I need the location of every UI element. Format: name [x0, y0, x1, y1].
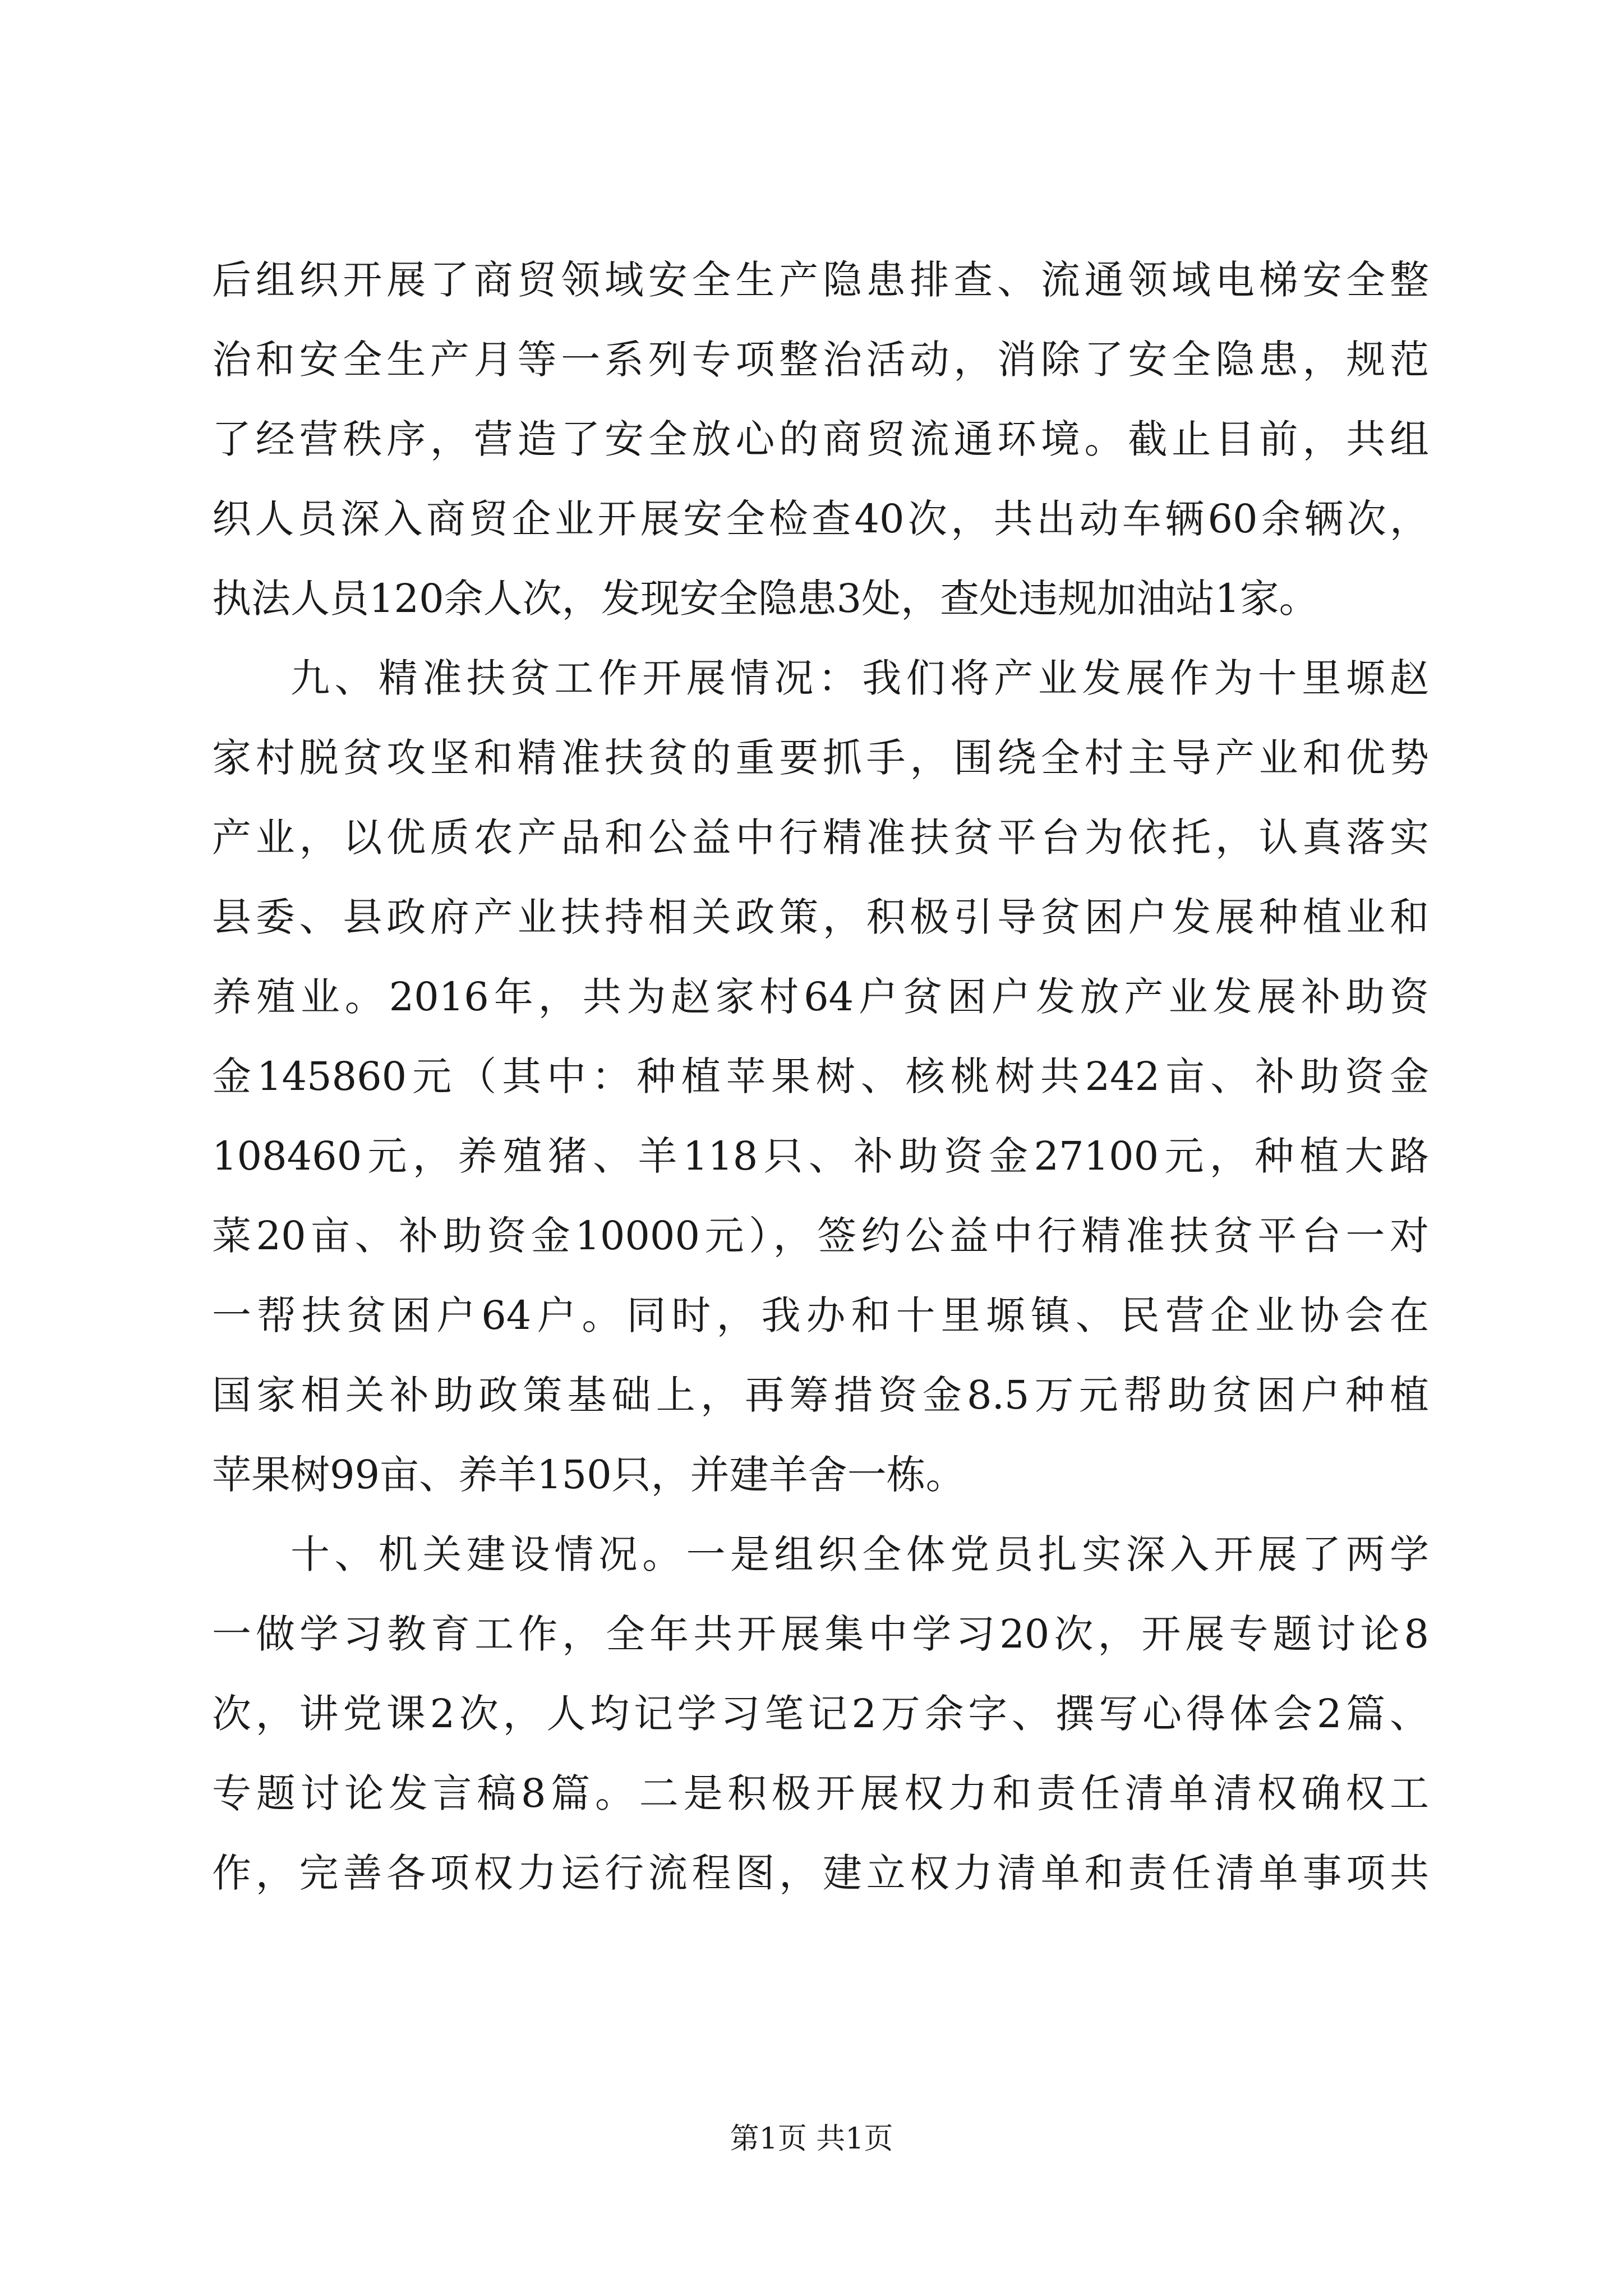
text-line: 织人员深入商贸企业开展安全检查40次，共出动车辆60余辆次， [212, 496, 1429, 542]
text-line: 108460元，养殖猪、羊118只、补助资金27100元，种植大路 [212, 1133, 1429, 1179]
text-line: 了经营秩序，营造了安全放心的商贸流通环境。截止目前，共组 [212, 416, 1429, 462]
text-line: 作，完善各项权力运行流程图，建立权力清单和责任清单事项共 [212, 1850, 1429, 1896]
text-line: 国家相关补助政策基础上，再筹措资金8.5万元帮助贫困户种植 [212, 1372, 1429, 1418]
text-line: 九、精准扶贫工作开展情况：我们将产业发展作为十里塬赵 [291, 655, 1429, 701]
text-line: 产业，以优质农产品和公益中行精准扶贫平台为依托，认真落实 [212, 815, 1429, 861]
text-line: 后组织开展了商贸领域安全生产隐患排查、流通领域电梯安全整 [212, 257, 1429, 303]
text-line: 菜20亩、补助资金10000元），签约公益中行精准扶贫平台一对 [212, 1213, 1429, 1259]
text-line: 治和安全生产月等一系列专项整治活动，消除了安全隐患，规范 [212, 337, 1429, 383]
document-body [212, 240, 1429, 1913]
text-line: 专题讨论发言稿8篇。二是积极开展权力和责任清单清权确权工 [212, 1770, 1429, 1816]
page-footer: 第1页 共1页 [730, 2122, 893, 2156]
text-line: 县委、县政府产业扶持相关政策，积极引导贫困户发展种植业和 [212, 894, 1429, 940]
text-line: 执法人员120余人次，发现安全隐患3处，查处违规加油站1家。 [212, 576, 1318, 622]
text-line: 一做学习教育工作，全年共开展集中学习20次，开展专题讨论8 [212, 1611, 1429, 1657]
text-line: 养殖业。2016年，共为赵家村64户贫困户发放产业发展补助资 [212, 974, 1429, 1020]
text-line: 金145860元（其中：种植苹果树、核桃树共242亩、补助资金 [212, 1053, 1429, 1099]
text-line: 家村脱贫攻坚和精准扶贫的重要抓手，围绕全村主导产业和优势 [212, 735, 1429, 781]
text-line: 苹果树99亩、养羊150只，并建羊舍一栋。 [212, 1452, 965, 1498]
text-line: 十、机关建设情况。一是组织全体党员扎实深入开展了两学 [291, 1531, 1429, 1577]
text-line: 次，讲党课2次，人均记学习笔记2万余字、撰写心得体会2篇、 [212, 1691, 1429, 1737]
text-line: 一帮扶贫困户64户。同时，我办和十里塬镇、民营企业协会在 [212, 1292, 1429, 1338]
